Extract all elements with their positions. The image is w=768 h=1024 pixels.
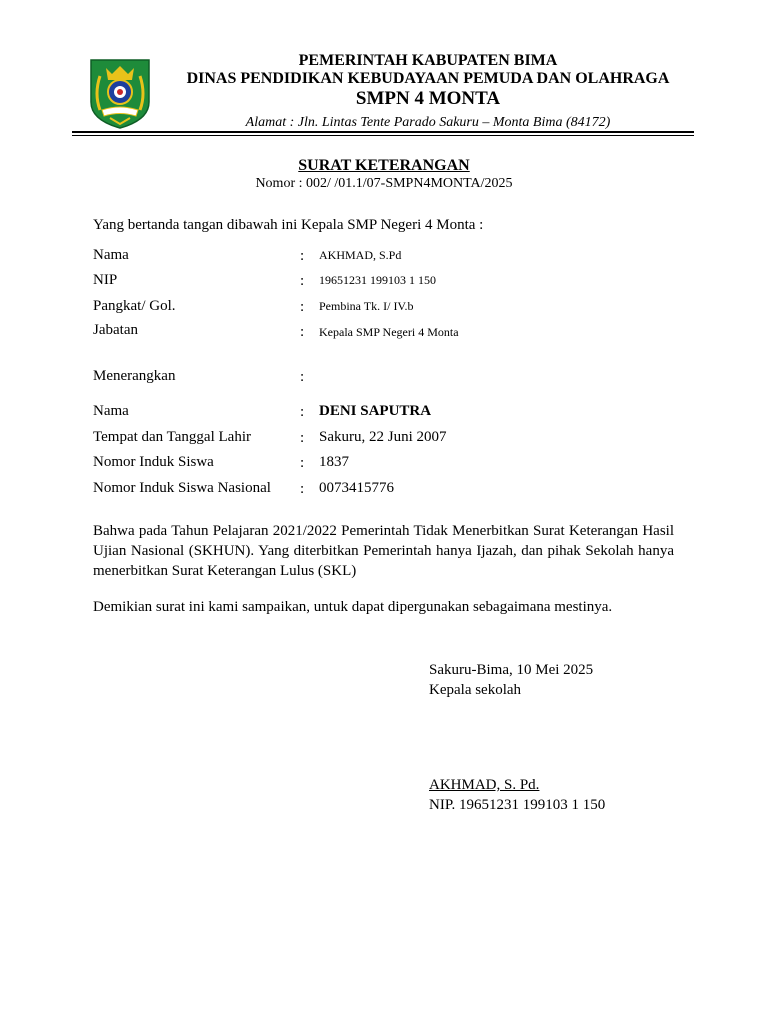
student-nisn-label: Nomor Induk Siswa Nasional [93, 480, 271, 496]
signer-rank-colon: : [300, 299, 305, 315]
signer-rank-value: Pembina Tk. I/ IV.b [319, 299, 414, 313]
signer-rank-label: Pangkat/ Gol. [93, 298, 176, 314]
signer-position-label: Jabatan [93, 322, 138, 338]
header-government: PEMERINTAH KABUPATEN BIMA [298, 52, 558, 69]
student-nis-colon: : [300, 455, 305, 471]
header-address: Alamat : Jln. Lintas Tente Parado Sakuru – Monta Bima (84172) [245, 115, 611, 130]
signer-position-value: Kepala SMP Negeri 4 Monta [319, 325, 459, 339]
signature-position: Kepala sekolah [429, 682, 522, 698]
header-school-name: SMPN 4 MONTA [355, 88, 501, 109]
student-birth-label: Tempat dan Tanggal Lahir [93, 429, 251, 445]
header-divider-thin [72, 135, 694, 136]
signer-nip-colon: : [300, 273, 305, 289]
student-birth-value: Sakuru, 22 Juni 2007 [319, 429, 447, 445]
signer-nip-label: NIP [93, 272, 118, 288]
signer-position-colon: : [300, 324, 305, 340]
intro-text: Yang bertanda tangan dibawah ini Kepala SMP Negeri 4 Monta : [93, 217, 484, 233]
student-name-value: DENI SAPUTRA [319, 403, 432, 419]
signature-name: AKHMAD, S. Pd. [429, 777, 540, 793]
student-nis-value: 1837 [319, 454, 349, 470]
menerangkan-colon: : [300, 369, 305, 385]
header-divider-thick [72, 131, 694, 133]
student-name-colon: : [300, 404, 305, 420]
student-nisn-colon: : [300, 481, 305, 497]
signature-nip: NIP. 19651231 199103 1 150 [429, 797, 606, 813]
body-paragraph-skhun: Bahwa pada Tahun Pelajaran 2021/2022 Pemerintah Tidak Menerbitkan Surat Keterangan Hasil Ujian Nasional (SKHUN). Yang diterbitkan Pemerintah hanya Ijazah, dan pihak Sekolah hanya menerbitkan Surat Keterangan Lulus (SKL) [93, 523, 674, 579]
header-department: DINAS PENDIDIKAN KEBUDAYAAN PEMUDA DAN OLAHRAGA [186, 70, 670, 87]
menerangkan-label: Menerangkan [93, 368, 176, 384]
student-nisn-value: 0073415776 [319, 480, 394, 496]
signer-nip-value: 19651231 199103 1 150 [319, 273, 436, 287]
signer-name-label: Nama [93, 247, 129, 263]
document-number: Nomor : 002/ /01.1/07-SMPN4MONTA/2025 [255, 176, 513, 191]
regency-emblem-logo [88, 58, 152, 130]
student-birth-colon: : [300, 430, 305, 446]
document-title: SURAT KETERANGAN [298, 157, 470, 174]
signer-name-colon: : [300, 248, 305, 264]
student-name-label: Nama [93, 403, 129, 419]
student-nis-label: Nomor Induk Siswa [93, 454, 214, 470]
closing-paragraph: Demikian surat ini kami sampaikan, untuk dapat dipergunakan sebagaimana mestinya. [93, 599, 613, 615]
signer-name-value: AKHMAD, S.Pd [319, 248, 402, 262]
signature-place-date: Sakuru-Bima, 10 Mei 2025 [429, 662, 594, 678]
